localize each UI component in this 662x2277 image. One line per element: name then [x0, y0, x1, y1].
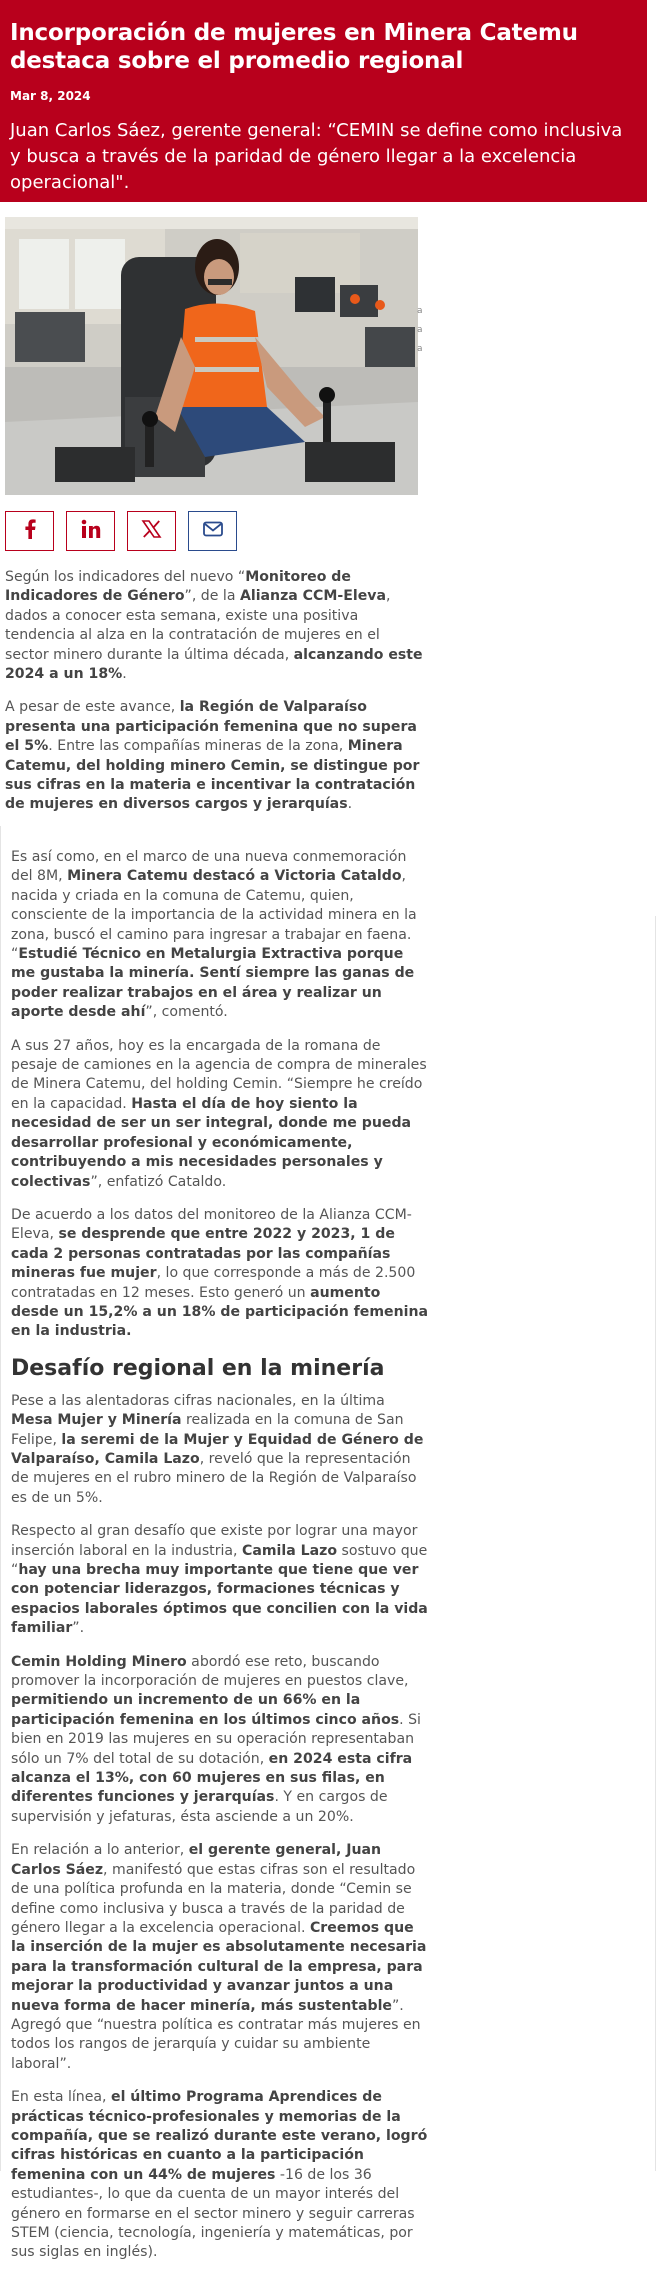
article-title: Incorporación de mujeres en Minera Catemu destaca sobre el promedio regional [10, 20, 578, 74]
article-date: Mar 8, 2024 [10, 89, 91, 103]
paragraph: Cemin Holding Minero abordó ese reto, buscando promover la incorporación de mujeres en puestos clave, permitiendo un incremento de un 66% en la participación femenina en los últimos cinco años. Si bien en 2019 las mujeres en su operación representaban sólo un 7% del total de su dotación, en 2024 esta cifra alcanza el 13%, con 60 mujeres en sus filas, en diferentes funciones y jerarquías. Y en cargos de supervisión y jefaturas, ésta asciende a un 20%. [11, 1653, 421, 1825]
share-facebook-button[interactable] [5, 511, 54, 551]
paragraph: Según los indicadores del nuevo “Monitoreo de Indicadores de Género”, de la Alianza CCM-Eleva, dados a conocer esta semana, existe una positiva tendencia al alza en la contratación de mujeres en el sector minero durante la última década, alcanzando este 2024 a un 18%. [5, 569, 423, 683]
paragraph: Es así como, en el marco de una nueva conmemoración del 8M, Minera Catemu destacó a Victoria Cataldo, nacida y criada en la comuna de Catemu, quien, consciente de la importancia de la actividad minera en la zona, buscó el camino para ingresar a trabajar en faena. “Estudié Técnico en Metalurgia Extractiva porque me gustaba la minería. Sentí siempre las ganas de poder realizar trabajos en el área y realizar un aporte desde ahí”, comentó. [11, 849, 417, 1021]
paragraph: En esta línea, el último Programa Aprendices de prácticas técnico-profesionales y memorias de la compañía, que se realizó durante este verano, logró cifras históricas en cuanto a la participación femenina con un 44% de mujeres -16 de los 36 estudiantes-, lo que da cuenta de un mayor interés del género en formarse en el sector minero y seguir carreras STEM (ciencia, tecnología, ingeniería y matemáticas, por sus siglas en inglés). [11, 2089, 428, 2261]
paragraph: Respecto al gran desafío que existe por lograr una mayor inserción laboral en la industria, Camila Lazo sostuvo que “hay una brecha muy importante que tiene que ver con potenciar liderazgos, formaciones técnicas y espacios laborales óptimos que concilien con la vida familiar”. [11, 1523, 428, 1637]
side-fragment: a [417, 306, 423, 316]
side-fragment: a [417, 344, 423, 354]
email-icon [203, 521, 223, 541]
paragraph: En relación a lo anterior, el gerente general, Juan Carlos Sáez, manifestó que estas cifras son el resultado de una política profunda en la materia, donde “Cemin se define como inclusiva y busca a través de la paridad de género llegar a la excelencia operacional. Creemos que la inserción de la mujer es absolutamente necesaria para la transformación cultural de la empresa, para mejorar la productividad y avanzar juntos a una nueva forma de hacer minería, más sustentable”. Agregó que “nuestra política es contratar más mujeres en todos los rangos de jerarquía y cuidar su ambiente laboral”. [11, 1842, 427, 2072]
paragraph: De acuerdo a los datos del monitoreo de la Alianza CCM-Eleva, se desprende que entre 2022 y 2023, 1 de cada 2 personas contratadas por las compañías mineras fue mujer, lo que corresponde a más de 2.500 contratadas en 12 meses. Esto generó un aumento desde un 15,2% a un 18% de participación femenina en la industria. [11, 1206, 429, 1340]
paragraph: A sus 27 años, hoy es la encargada de la romana de pesaje de camiones en la agencia de compra de minerales de Minera Catemu, del holding Cemin. “Siempre he creído en la capacidad. Hasta el día de hoy siento la necesidad de ser un ser integral, donde me pueda desarrollar profesional y económicamente, contribuyendo a mis necesidades personales y colectivas”, enfatizó Cataldo. [11, 1037, 427, 1190]
article-body-main [11, 848, 429, 2277]
share-x-button[interactable] [127, 511, 176, 551]
side-fragment: a [417, 325, 423, 335]
share-linkedin-button[interactable] [66, 511, 115, 551]
x-icon [142, 520, 161, 542]
paragraph: A pesar de este avance, la Región de Valparaíso presenta una participación femenina que no supera el 5%. Entre las compañías mineras de la zona, Minera Catemu, del holding minero Cemin, se distingue por sus cifras en la materia e incentivar la contratación de mujeres en diversos cargos y jerarquías. [5, 699, 420, 813]
hero-image [5, 217, 418, 495]
paragraph: Pese a las alentadoras cifras nacionales, en la última Mesa Mujer y Minería realizada en la comuna de San Felipe, la seremi de la Mujer y Equidad de Género de Valparaíso, Camila Lazo, reveló que la representación de mujeres en el rubro minero de la Región de Valparaíso es de un 5%. [11, 1392, 424, 1506]
facebook-icon [24, 519, 36, 543]
column-divider [0, 826, 4, 2171]
article-body-intro [5, 568, 423, 829]
article-header [0, 0, 647, 202]
column-divider [655, 916, 662, 2171]
share-email-button[interactable] [188, 511, 237, 551]
hero-photo-illustration [5, 217, 418, 495]
article-deck: Juan Carlos Sáez, gerente general: “CEMIN se define como inclusiva y busca a través de la paridad de género llegar a la excelencia operacional". [10, 120, 623, 193]
share-bar [5, 511, 237, 551]
section-heading: Desafío regional en la minería [11, 1355, 385, 1381]
linkedin-icon [81, 519, 101, 543]
